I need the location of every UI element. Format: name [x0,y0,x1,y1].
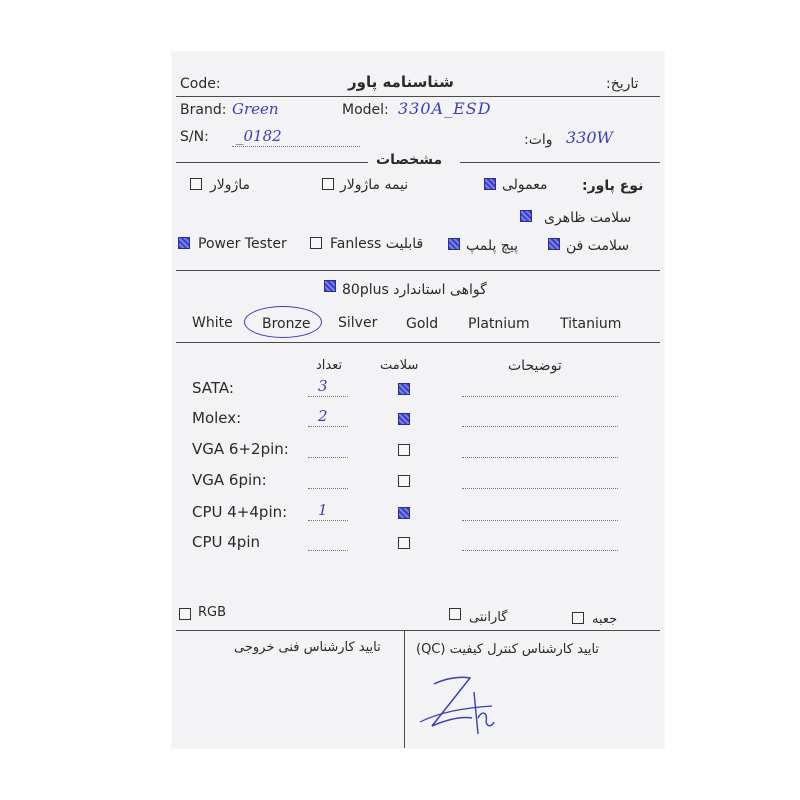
header-divider [176,96,660,97]
normal-checkbox[interactable] [484,178,496,190]
connector-name: CPU 4pin [192,533,261,551]
visual-health-checkbox[interactable] [520,210,532,222]
connector-count: 1 [318,501,328,519]
connector-name: Molex: [192,409,242,427]
notes-dotted-line [462,488,618,489]
notes-dotted-line [462,520,618,521]
level-platnium: Platnium [468,316,530,332]
spec-sheet [172,52,664,748]
specs-heading: مشخصات [376,152,443,168]
col-count-header: تعداد [316,358,343,373]
twist-pump-checkbox[interactable] [448,238,460,250]
fanless-label: قابلیت Fanless [330,236,424,252]
technical-approval-label: تایید کارشناس فنی خروجی [234,640,381,655]
visual-health-label: سلامت ظاهری [544,210,632,226]
fan-health-checkbox[interactable] [548,238,560,250]
notes-dotted-line [462,550,618,551]
level-silver: Silver [338,315,378,331]
fanless-checkbox[interactable] [310,237,322,249]
count-dotted-line [308,520,348,521]
connector-name: VGA 6pin: [192,471,267,489]
count-dotted-line [308,550,348,551]
connector-health-checkbox[interactable] [398,475,410,487]
count-dotted-line [308,426,348,427]
qc-signature [412,662,512,742]
sn-label: S/N: [180,129,209,145]
connector-count: 2 [318,407,328,425]
notes-dotted-line [462,457,618,458]
sn-dotted-line [232,146,360,147]
connector-health-checkbox[interactable] [398,537,410,549]
date-label: تاریخ: [606,76,639,92]
watt-value: 330W [566,128,613,147]
power-type-label: نوع پاور: [582,178,644,194]
level-gold: Gold [406,316,439,332]
model-label: Model: [342,102,389,118]
power-tester-checkbox[interactable] [178,237,190,249]
rgb-checkbox[interactable] [179,608,191,620]
warranty-label: گارانتی [469,610,508,625]
code-label: Code: [180,76,221,92]
cert-divider [176,342,660,343]
level-white: White [192,315,233,331]
specs-divider [176,270,660,271]
connector-health-checkbox[interactable] [398,507,410,519]
warranty-checkbox[interactable] [449,608,461,620]
specs-line-left [176,162,368,163]
model-value: 330A_ESD [398,99,492,118]
cert-checkbox[interactable] [324,280,336,292]
box-label: جعبه [592,612,618,627]
qc-approval-label: تایید کارشناس کنترل کیفیت (QC) [416,642,600,657]
count-dotted-line [308,396,348,397]
connector-health-checkbox[interactable] [398,444,410,456]
semi-modular-label: نیمه ماژولار [340,177,409,193]
notes-dotted-line [462,396,618,397]
twist-pump-label: پیچ پلمپ [466,238,518,254]
semi-modular-checkbox[interactable] [322,178,334,190]
sheet-title: شناسنامه پاور [348,73,454,91]
connector-name: CPU 4+4pin: [192,503,288,521]
col-notes-header: توضیحات [508,358,562,374]
level-titanium: Titanium [560,316,622,332]
normal-label: معمولی [502,177,548,193]
box-checkbox[interactable] [572,612,584,624]
count-dotted-line [308,488,348,489]
count-dotted-line [308,457,348,458]
connector-count: 3 [318,377,328,395]
cert-label: گواهی استاندارد 80plus [342,282,487,298]
sn-value: _0182 [236,127,282,145]
notes-dotted-line [462,426,618,427]
extras-divider [176,630,660,631]
level-bronze: Bronze [262,316,311,332]
modular-label: ماژولار [210,177,251,193]
approval-separator [404,630,405,748]
watt-label: وات: [524,132,553,148]
connector-health-checkbox[interactable] [398,383,410,395]
rgb-label: RGB [198,605,227,620]
connector-name: VGA 6+2pin: [192,440,289,458]
modular-checkbox[interactable] [190,178,202,190]
brand-label: Brand: [180,102,227,118]
power-tester-label: Power Tester [198,236,287,252]
specs-line-right [460,162,660,163]
connector-name: SATA: [192,379,234,397]
brand-value: Green [232,100,279,118]
fan-health-label: سلامت فن [566,238,630,254]
connector-health-checkbox[interactable] [398,413,410,425]
col-health-header: سلامت [380,358,419,373]
